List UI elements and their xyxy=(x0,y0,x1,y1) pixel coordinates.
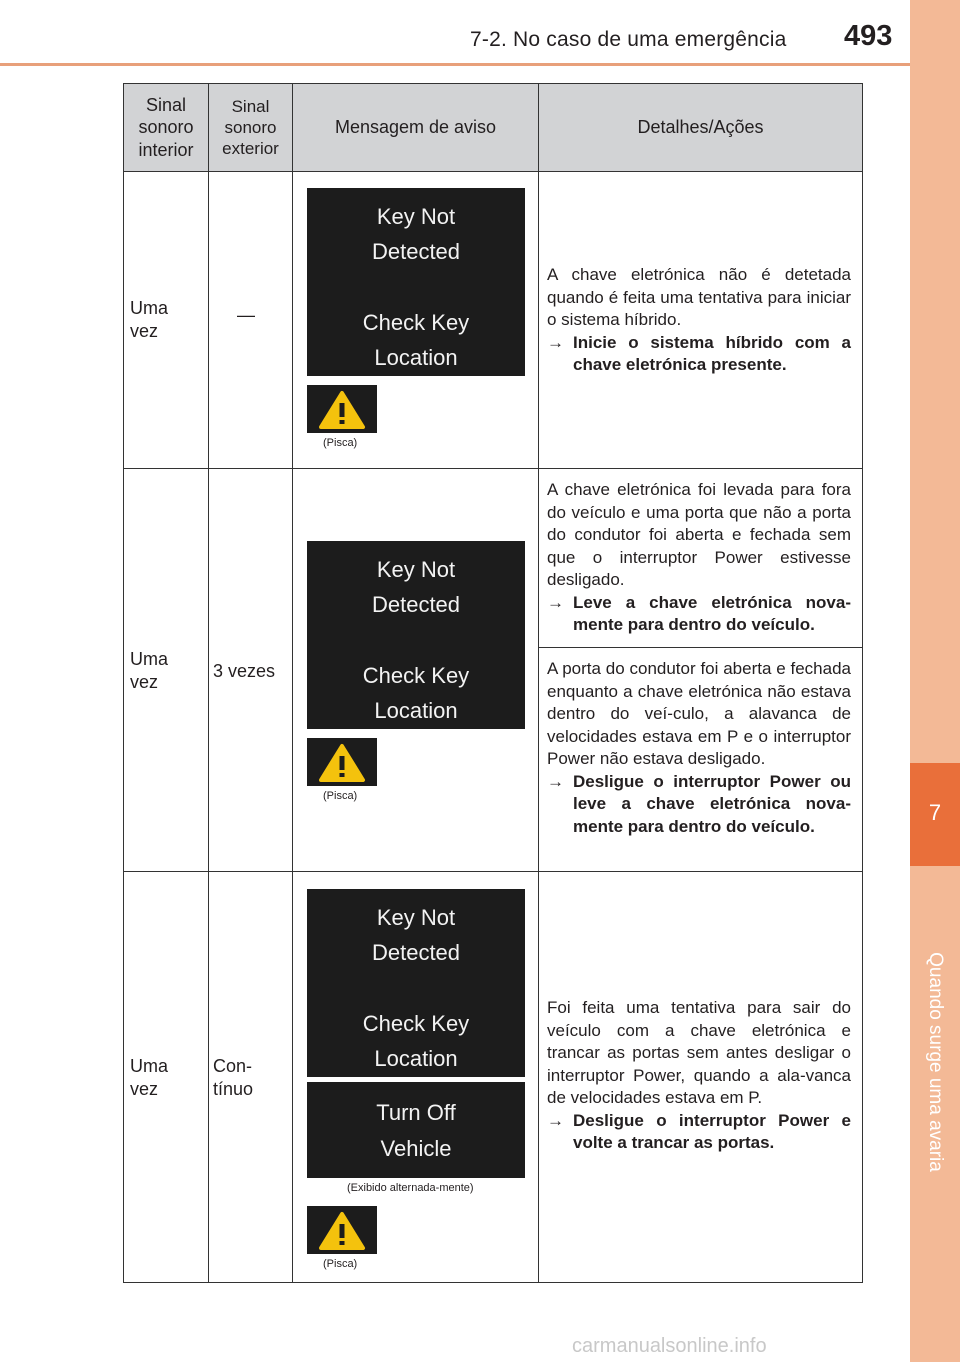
section-title: 7-2. No caso de uma emergência xyxy=(470,28,787,51)
row3-warning-icon-box xyxy=(307,1206,377,1254)
warning-triangle-icon xyxy=(307,385,377,433)
row1-warning-icon-box xyxy=(307,385,377,433)
row3-action: → Desligue o interruptor Power e volte a trancar as portas. xyxy=(547,1110,851,1155)
row1-exterior: — xyxy=(237,305,255,325)
right-arrow-icon: → xyxy=(547,771,564,791)
row2-action-b: → Desligue o interruptor Power ou leve a chave eletrónica nova-mente para dentro do veículo. xyxy=(547,771,851,839)
header-exterior-sound: Sinal sonoro exterior xyxy=(222,96,279,159)
row3-exterior: Con- tínuo xyxy=(213,1056,254,1100)
row1-flash-note: (Pisca) xyxy=(323,437,358,449)
row3-turn-off-screen: Turn Off Vehicle xyxy=(307,1082,525,1178)
row3-alternate-note: (Exibido alternada-mente) xyxy=(347,1182,474,1194)
header-divider xyxy=(0,63,910,66)
row3-warning-screen: Key Not Detected Check Key Location xyxy=(307,889,525,1077)
row2-exterior: 3 vezes xyxy=(213,661,276,681)
right-arrow-icon: → xyxy=(547,1110,564,1130)
chapter-label: Quando surge uma avaria xyxy=(925,952,946,1172)
header-warning-message: Mensagem de aviso xyxy=(334,117,497,138)
row3-flash-note: (Pisca) xyxy=(323,1258,358,1270)
row2-warning-screen: Key Not Detected Check Key Location xyxy=(307,541,525,729)
header-details-actions: Detalhes/Ações xyxy=(637,117,764,138)
watermark: carmanualsonline.info xyxy=(572,1335,767,1357)
page-number: 493 xyxy=(844,20,893,52)
right-arrow-icon: → xyxy=(547,332,564,352)
warning-triangle-icon xyxy=(307,1206,377,1254)
row1-action: → Inicie o sistema híbrido com a chave eletrónica presente. xyxy=(547,332,851,377)
row3-interior: Uma vez xyxy=(130,1056,169,1100)
row2-interior: Uma vez xyxy=(130,649,169,693)
row2-action-a: → Leve a chave eletrónica nova-mente para dentro do veículo. xyxy=(547,592,851,637)
warning-table xyxy=(123,83,863,1283)
header-interior-sound: Sinal sonoro interior xyxy=(138,94,194,160)
chapter-number: 7 xyxy=(928,800,942,825)
row2-details-a: A chave eletrónica foi levada para fora do veículo e uma porta que não a porta do condutor foi aberta e fechada sem que o interruptor Power estivesse desligado. → Leve a chave eletrónica nova-mente para dentro do veículo. xyxy=(547,479,851,637)
row2-warning-icon-box xyxy=(307,738,377,786)
row1-details: A chave eletrónica não é detetada quando é feita uma tentativa para iniciar o sistema híbrido. → Inicie o sistema híbrido com a chave eletrónica presente. xyxy=(547,264,851,377)
row2-flash-note: (Pisca) xyxy=(323,790,358,802)
row3-details: Foi feita uma tentativa para sair do veículo com a chave eletrónica e trancar as portas sem antes desligar o interruptor Power, quando a ala-vanca de velocidades estava em P. → Desligue o interruptor Power e volte a trancar as portas. xyxy=(547,997,851,1155)
right-arrow-icon: → xyxy=(547,592,564,612)
row1-interior: Uma vez xyxy=(130,298,169,342)
warning-triangle-icon xyxy=(307,738,377,786)
row2-details-b: A porta do condutor foi aberta e fechada enquanto a chave eletrónica não estava dentro do veí-culo, a alavanca de velocidades estava em P e o interruptor Power não estava desligado. → Desligue o interruptor Power ou leve a chave eletrónica nova-mente para dentro do veículo. xyxy=(547,658,851,838)
row1-warning-screen: Key Not Detected Check Key Location xyxy=(307,188,525,376)
